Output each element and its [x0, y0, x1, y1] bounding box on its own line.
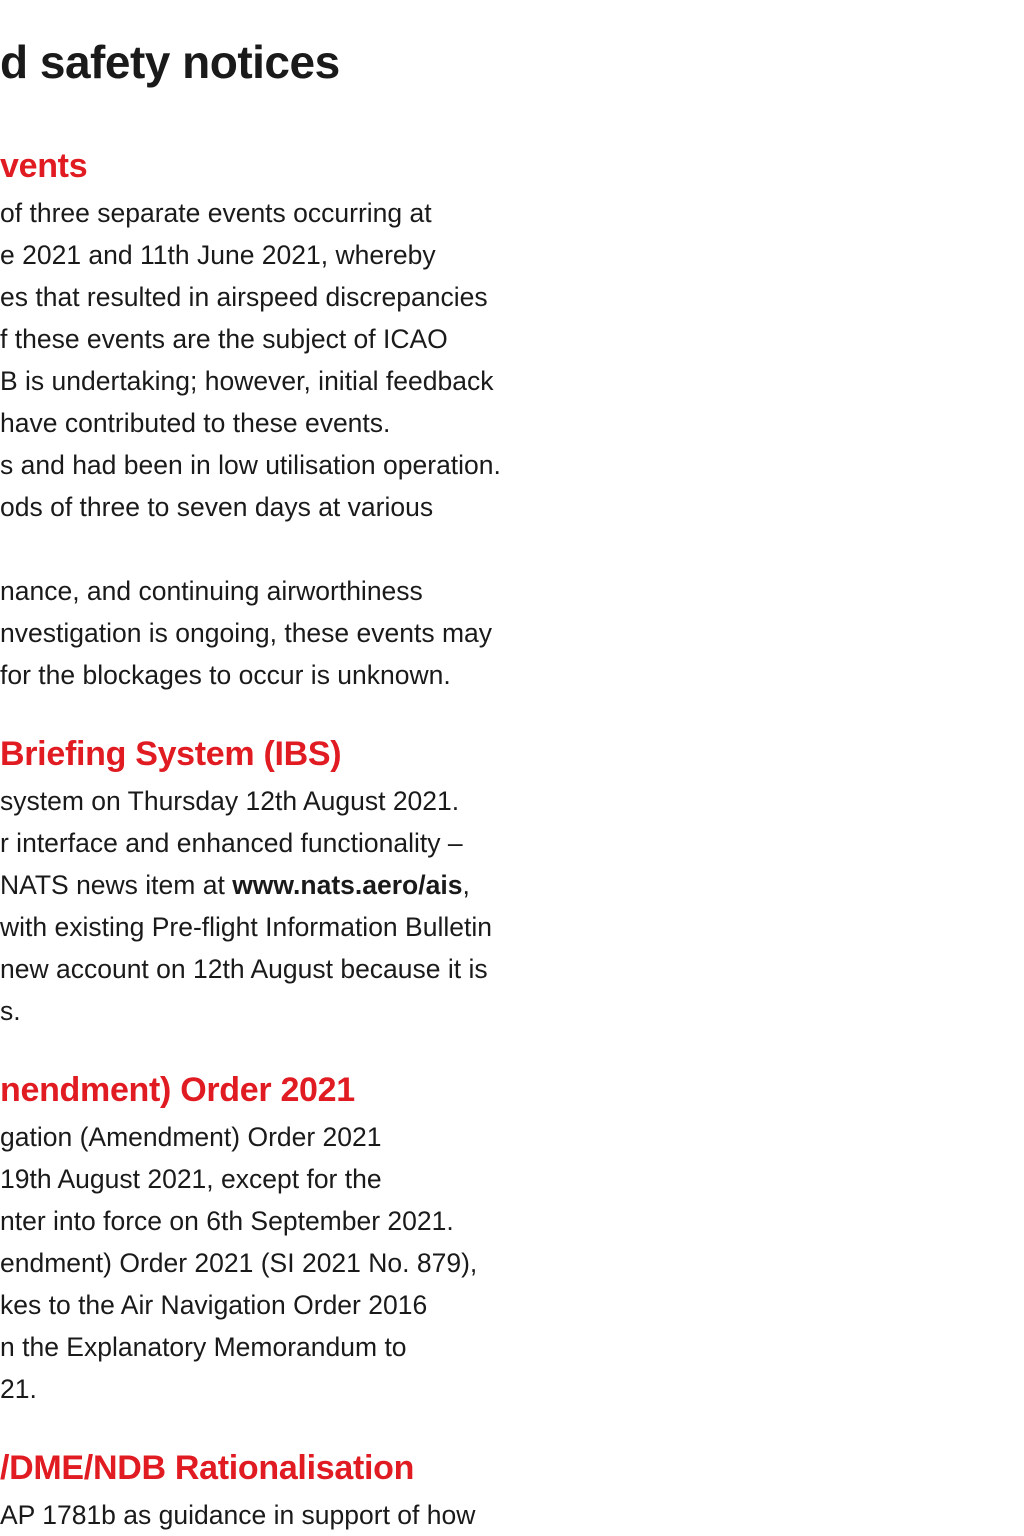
nats-ais-link[interactable]: www.nats.aero/ais: [232, 870, 463, 900]
body-text-line: have contributed to these events.: [0, 408, 391, 438]
body-text-line: nter into force on 6th September 2021.: [0, 1206, 454, 1236]
section-heading-rationalisation: /DME/NDB Rationalisation: [0, 1449, 415, 1487]
body-text-line: AP 1781b as guidance in support of how: [0, 1500, 476, 1530]
body-text-line: for the blockages to occur is unknown.: [0, 660, 451, 690]
body-text-line: n the Explanatory Memorandum to: [0, 1332, 407, 1362]
body-text-line: nvestigation is ongoing, these events may: [0, 618, 493, 648]
section-heading-ibs: Briefing System (IBS): [0, 735, 342, 773]
section-heading-events: vents: [0, 147, 88, 185]
page-title: d safety notices: [0, 36, 340, 88]
body-text-line: with existing Pre-flight Information Bulletin: [0, 912, 492, 942]
body-text-line: B is undertaking; however, initial feedback: [0, 366, 494, 396]
section-heading-amendment-order: nendment) Order 2021: [0, 1071, 355, 1109]
body-text-line: 19th August 2021, except for the: [0, 1164, 382, 1194]
body-text-line: new account on 12th August because it is: [0, 954, 488, 984]
body-text-line: system on Thursday 12th August 2021.: [0, 786, 460, 816]
body-text-line: es that resulted in airspeed discrepancies: [0, 282, 488, 312]
link-prefix-text: NATS news item at: [0, 870, 233, 900]
body-text-line: nance, and continuing airworthiness: [0, 576, 423, 606]
body-text-line: endment) Order 2021 (SI 2021 No. 879),: [0, 1248, 478, 1278]
body-text-line: e 2021 and 11th June 2021, whereby: [0, 240, 436, 270]
body-text-line: f these events are the subject of ICAO: [0, 324, 448, 354]
body-text-line: ods of three to seven days at various: [0, 492, 434, 522]
body-text-line: s and had been in low utilisation operation.: [0, 450, 501, 480]
body-text-line: kes to the Air Navigation Order 2016: [0, 1290, 428, 1320]
body-text-line: s.: [0, 996, 21, 1026]
body-text-line: r interface and enhanced functionality –: [0, 828, 463, 858]
body-text-line: 21.: [0, 1374, 37, 1404]
body-text-line: of three separate events occurring at: [0, 198, 432, 228]
link-suffix-text: ,: [462, 870, 470, 900]
body-text-line-with-link: [0, 868, 470, 902]
body-text-line: gation (Amendment) Order 2021: [0, 1122, 382, 1152]
